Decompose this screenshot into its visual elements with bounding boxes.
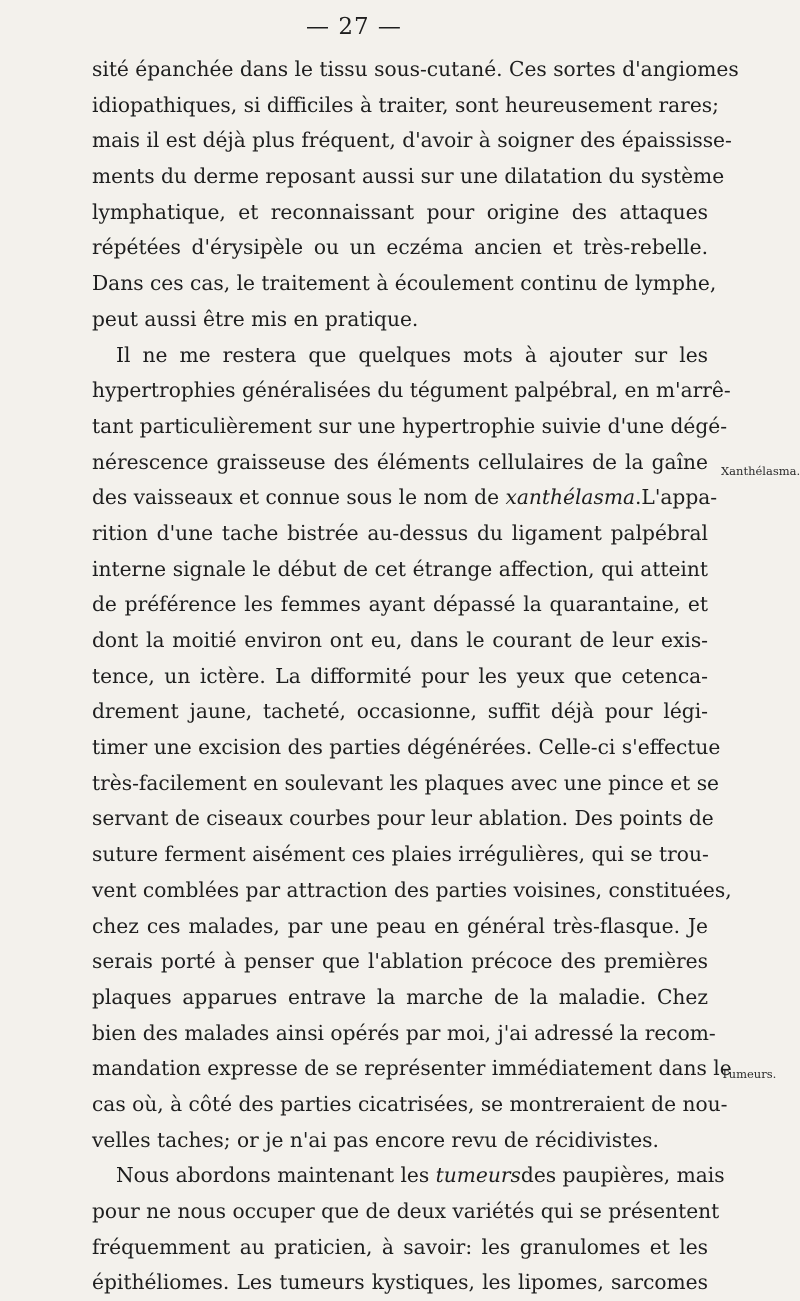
text-line: servant de ciseaux courbes pour leur ablation. Des points de	[92, 806, 714, 831]
text-line: idiopathiques, si difficiles à traiter, sont heureusement rares;	[92, 92, 719, 117]
text-line: tence, un ictère. La difformité pour les yeux que cetenca-	[92, 663, 708, 688]
text-line: mandation expresse de se représenter immédiatement dans le	[92, 1056, 732, 1081]
text-line: répétées d'érysipèle ou un eczéma ancien et très-rebelle.	[92, 235, 708, 260]
body-text	[92, 52, 739, 1301]
text-line: plaques apparues entrave la marche de la maladie. Chez	[92, 984, 708, 1009]
text-line: interne signale le début de cet étrange affection, qui atteint	[92, 556, 708, 581]
term-tumeurs: tumeurs	[435, 1163, 521, 1188]
text-line: vent comblées par attraction des parties voisines, constituées,	[92, 877, 732, 902]
text-line: peut aussi être mis en pratique.	[92, 306, 419, 331]
text-line: bien des malades ainsi opérés par moi, j'ai adressé la recom-	[92, 1020, 716, 1045]
text-line: mais il est déjà plus fréquent, d'avoir à soigner des épaississe-	[92, 128, 732, 153]
text-fragment: des paupières, mais	[520, 1163, 725, 1188]
text-line: ments du derme reposant aussi sur une dilatation du système	[92, 164, 725, 189]
text-line: timer une excision des parties dégénérées. Celle-ci s'effectue	[92, 735, 721, 760]
margin-note-xanthelasma: Xanthélasma.	[721, 464, 800, 478]
term-xanthelasma: xanthélasma	[505, 485, 635, 510]
text-fragment: Nous abordons maintenant les	[116, 1163, 436, 1188]
text-line: velles taches; or je n'ai pas encore revu de récidivistes.	[92, 1127, 659, 1152]
text-line: rition d'une tache bistrée au-dessus du ligament palpébral	[92, 520, 708, 545]
text-line: drement jaune, tacheté, occasionne, suffit déjà pour légi-	[92, 699, 708, 724]
text-line	[92, 1158, 725, 1194]
text-line: chez ces malades, par une peau en général très-flasque. Je	[92, 913, 708, 938]
text-line: pour ne nous occuper que de deux variétés qui se présentent	[92, 1199, 720, 1223]
page-number: — 27 —	[306, 14, 402, 40]
text-line: Il ne me restera que quelques mots à ajouter sur les	[116, 342, 708, 367]
text-line: épithéliomes. Les tumeurs kystiques, les lipomes, sarcomes	[92, 1270, 708, 1295]
margin-note-tumeurs: Tumeurs.	[721, 1067, 777, 1081]
text-line: fréquemment au praticien, à savoir: les granulomes et les	[92, 1234, 708, 1259]
text-line: tant particulièrement sur une hypertrophie suivie d'une dégé-	[92, 413, 728, 438]
text-line: Dans ces cas, le traitement à écoulement continu de lymphe,	[92, 271, 717, 296]
text-line: de préférence les femmes ayant dépassé la quarantaine, et	[92, 592, 708, 617]
text-line: dont la moitié environ ont eu, dans le courant de leur exis-	[92, 628, 708, 652]
text-line	[92, 480, 718, 516]
text-line: nérescence graisseuse des éléments cellulaires de la gaîne	[92, 449, 708, 474]
text-line: lymphatique, et reconnaissant pour origine des attaques	[92, 199, 708, 224]
text-line: sité épanchée dans le tissu sous-cutané. Ces sortes d'angiomes	[92, 57, 739, 81]
text-fragment: .L'appa-	[635, 485, 718, 510]
text-line: hypertrophies généralisées du tégument palpébral, en m'arrê-	[92, 378, 731, 403]
text-line: cas où, à côté des parties cicatrisées, se montreraient de nou-	[92, 1091, 728, 1116]
text-line: très-facilement en soulevant les plaques avec une pince et se	[92, 770, 719, 795]
text-line: suture ferment aisément ces plaies irrégulières, qui se trou-	[92, 842, 709, 867]
text-fragment: des vaisseaux et connue sous le nom de	[92, 485, 506, 510]
text-line: serais porté à penser que l'ablation précoce des premières	[92, 949, 708, 974]
